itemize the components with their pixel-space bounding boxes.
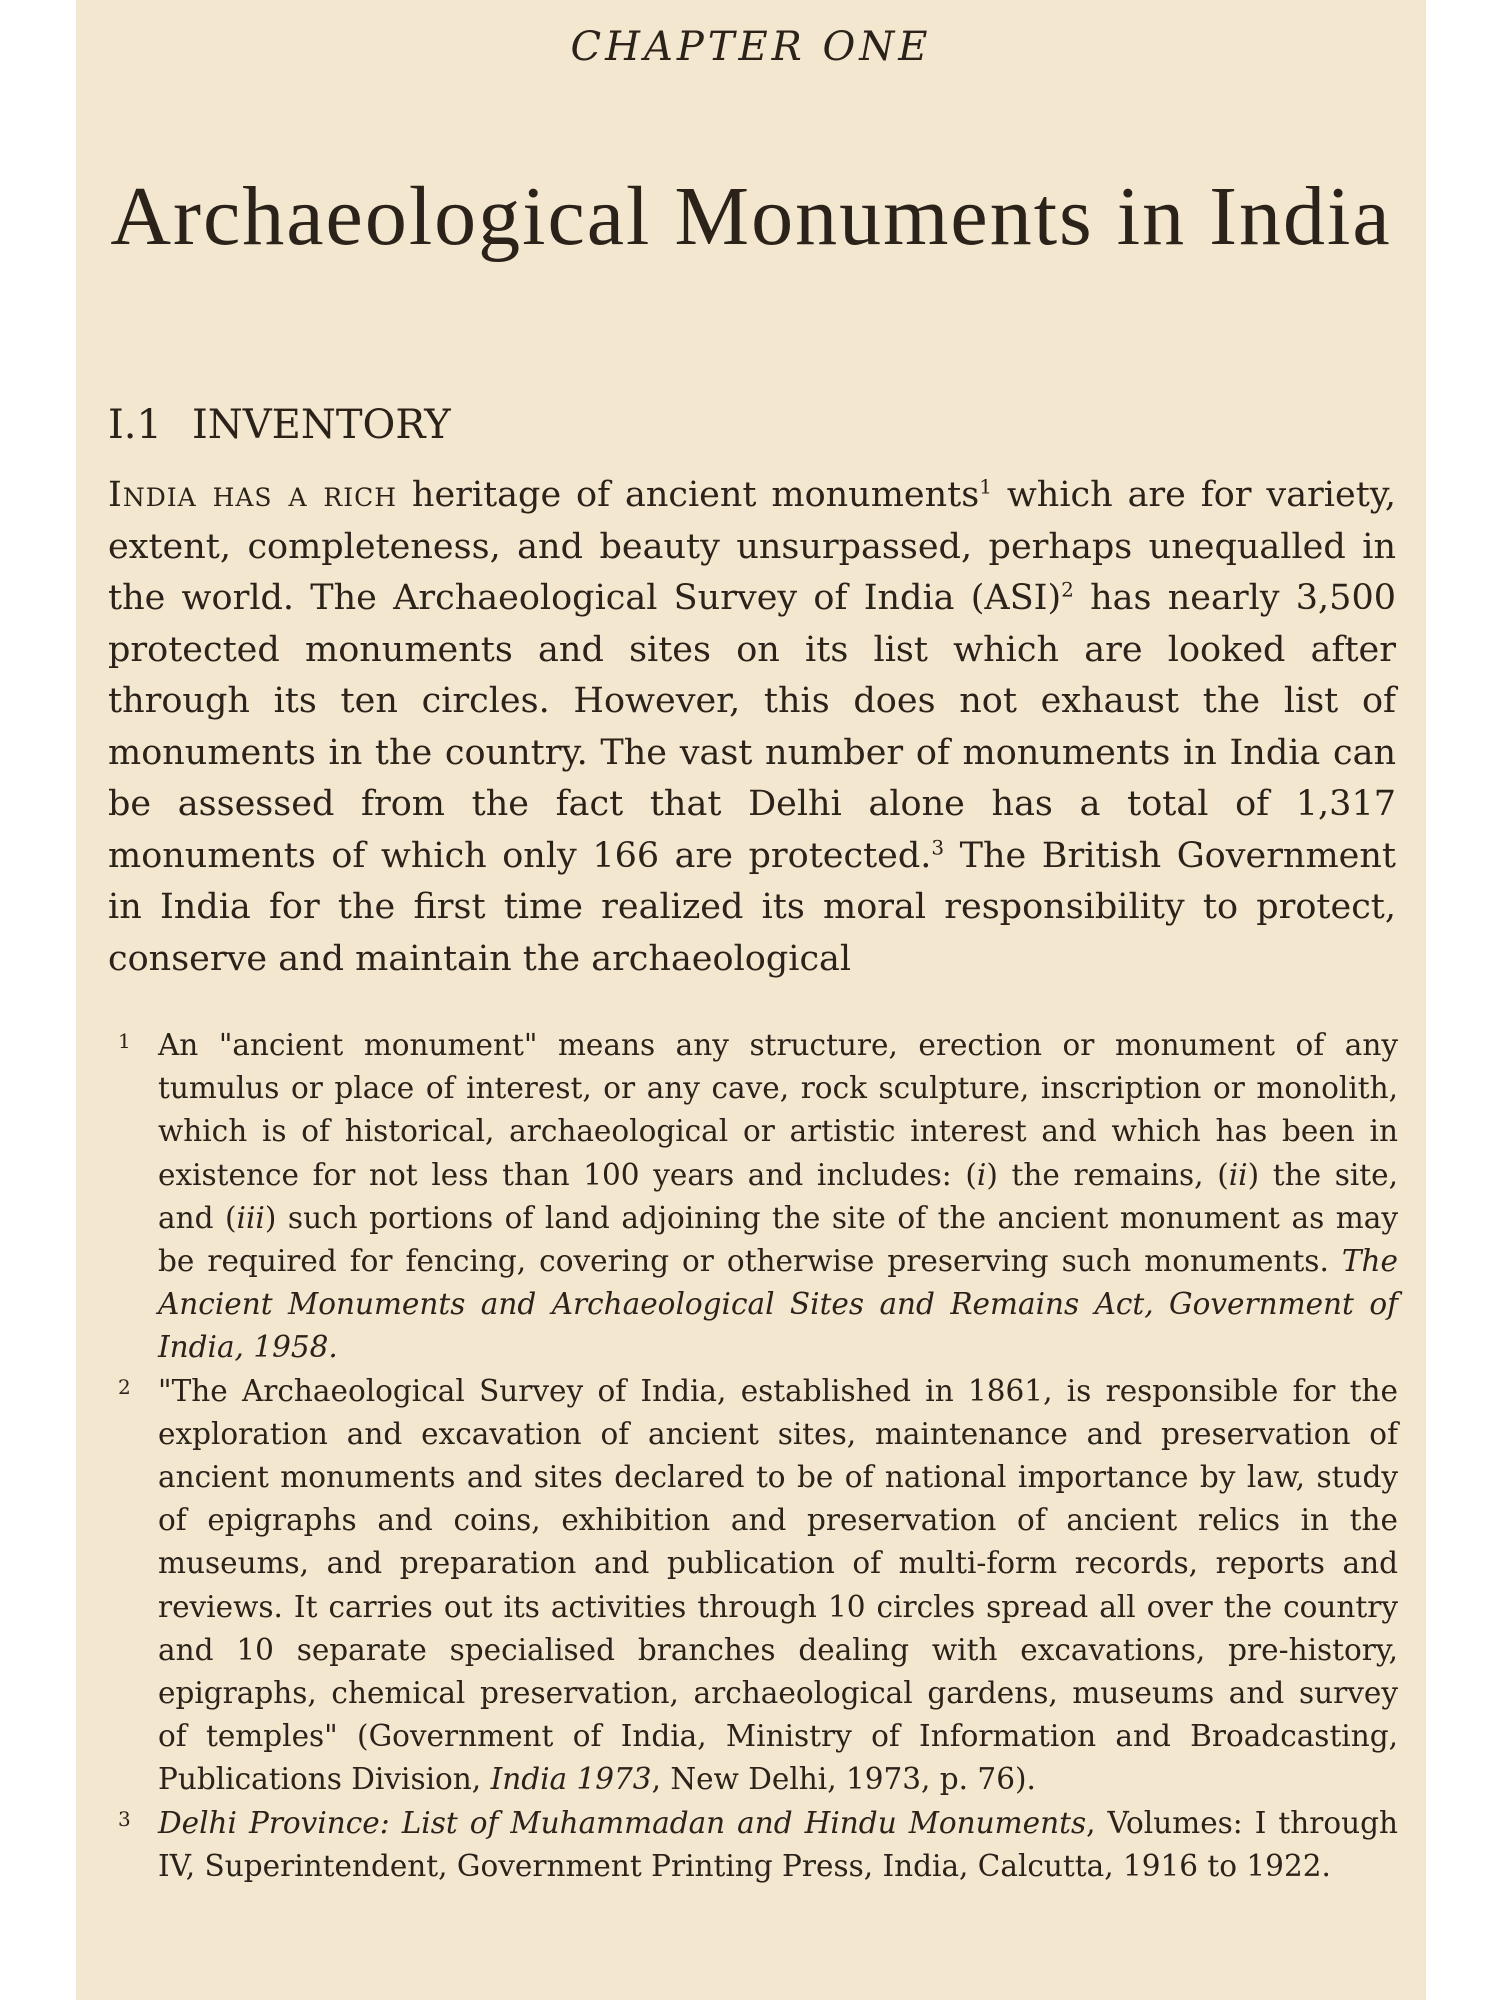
- footnote-text: ) the remains, (: [986, 1157, 1229, 1192]
- footnote-text: ) the site, and (: [158, 1157, 1398, 1235]
- body-text: heritage of ancient monuments: [397, 475, 980, 515]
- footnote-citation: The Ancient Monuments and Archaeological Sites and Remains Act, Government of India, 1958.: [158, 1244, 1398, 1365]
- section-number: I.1: [108, 402, 162, 448]
- footnote-citation: India 1973: [490, 1762, 652, 1797]
- footnote-ref-2: 2: [1061, 577, 1074, 602]
- footnote-italic: ii: [1228, 1157, 1248, 1192]
- footnotes: [108, 1024, 1398, 1888]
- footnote-text: "The Archaeological Survey of India, established in 1861, is responsible for the exploration and excavation of ancient sites, maintenance and preservation of ancient monuments and sites declared to be of national importance by law, study of epigraphs and coins, exhibition and preservation of ancient relics in the museums, and preparation and publication of multi-form records, reports and reviews. It carries out its activities through 10 circles spread all over the country and 10 separate specialised branches dealing with excavations, pre-history, epigraphs, chemical preservation, archaeological gardens, museums and survey of temples" (Government of India, Ministry of Information and Broadcasting, Publications Division,: [158, 1373, 1398, 1797]
- footnote-number: 3: [118, 1806, 131, 1831]
- section-heading: [108, 402, 451, 448]
- footnote-text: An "ancient monument" means any structure, erection or monument of any tumulus or place of interest, or any cave, rock sculpture, inscription or monolith, which is of historical, archaeological or artistic interest and which has been in existence for not less than 100 years and includes: (: [158, 1028, 1398, 1192]
- footnote-ref-3: 3: [931, 834, 945, 859]
- section-title: INVENTORY: [191, 402, 451, 448]
- footnote-2: [108, 1370, 1398, 1802]
- footnote-text: , New Delhi, 1973, p. 76).: [651, 1762, 1036, 1797]
- body-paragraph: [108, 470, 1396, 985]
- footnote-number: 1: [118, 1029, 131, 1053]
- footnote-1: [108, 1024, 1398, 1370]
- body-text: The British Government in India for the first time realized its moral responsibility to protect, conserve and maintain the archaeological: [108, 835, 1396, 979]
- footnote-citation: Delhi Province: List of Muhammadan and Hindu Monuments: [158, 1805, 1087, 1840]
- body-text: has nearly 3,500 protected monuments and sites on its list which are looked after through its ten circles. However, this does not exhaust the list of monuments in the country. The vast number of monuments in India can be assessed from the fact that Delhi alone has a total of 1,317 monuments of which only 166 are protected.: [108, 578, 1396, 876]
- body-text: which are for variety, extent, completeness, and beauty unsurpassed, perhaps unequalled in the world. The Archaeological Survey of India (ASI): [108, 475, 1397, 618]
- footnote-3: [108, 1802, 1398, 1888]
- footnote-text: ) such portions of land adjoining the site of the ancient monument as may be required for fencing, covering or otherwise preserving such monuments.: [158, 1200, 1398, 1279]
- chapter-label: CHAPTER ONE: [570, 24, 932, 70]
- footnote-italic: iii: [236, 1200, 265, 1235]
- footnote-ref-1: 1: [979, 474, 992, 499]
- footnote-text: , Volumes: I through IV, Superintendent, Government Printing Press, India, Calcutta, 1916 to 1922.: [158, 1805, 1398, 1883]
- book-page: [76, 0, 1426, 2000]
- paragraph-lead: India has a rich: [108, 475, 398, 515]
- chapter-title: Archaeological Monuments in India: [110, 170, 1392, 263]
- footnote-italic: i: [976, 1157, 987, 1192]
- footnote-number: 2: [118, 1374, 131, 1399]
